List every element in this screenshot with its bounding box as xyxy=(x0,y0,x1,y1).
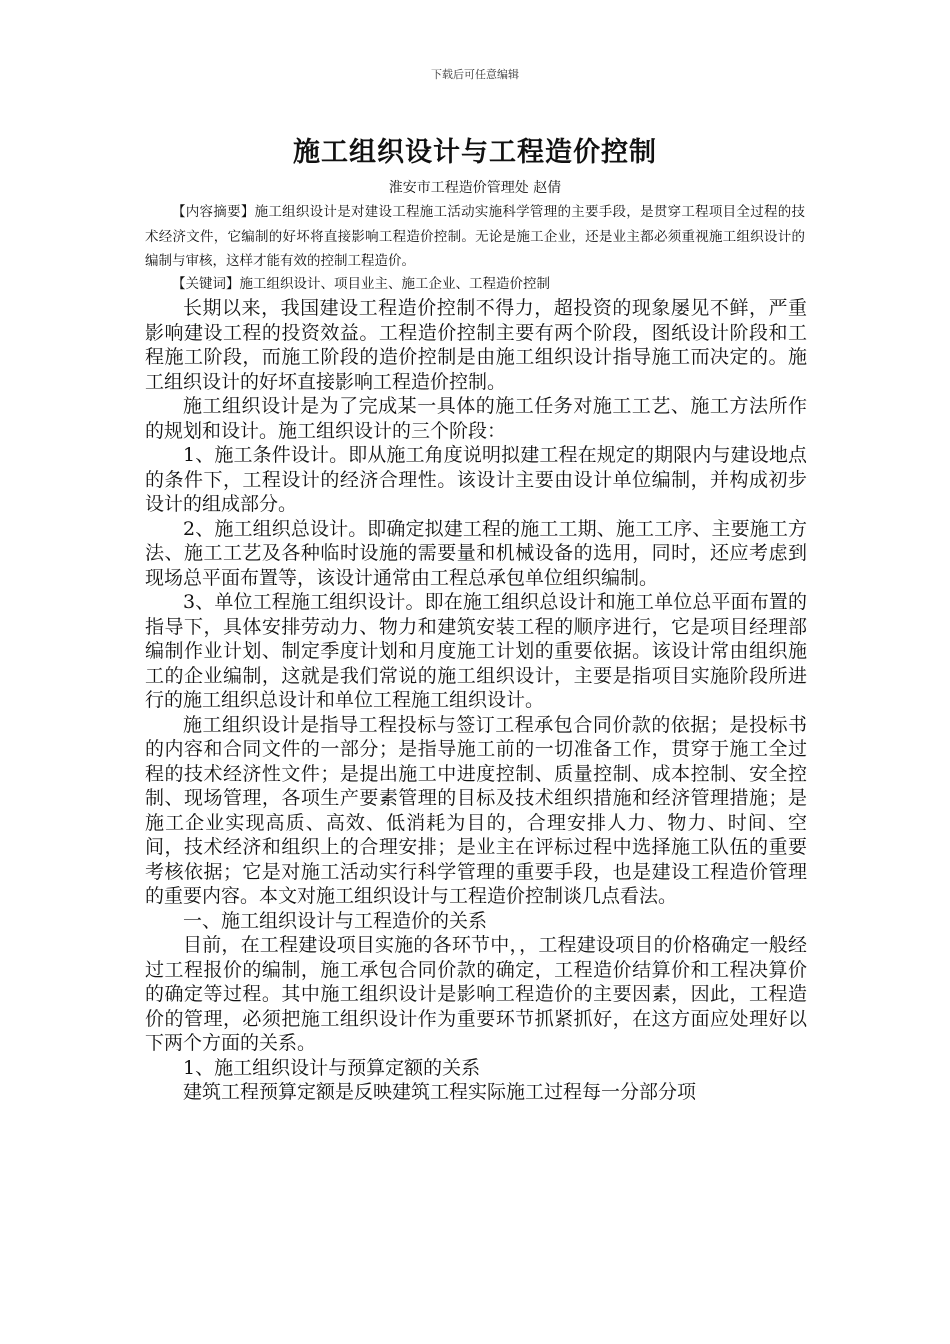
paragraph-stage-1: 1、施工条件设计。即从施工角度说明拟建工程在规定的期限内与建设地点的条件下，工程设计的经济合理性。该设计主要由设计单位编制，并构成初步设计的组成部分。 xyxy=(145,444,807,515)
subsection-heading-1: 1、施工组织设计与预算定额的关系 xyxy=(183,1056,481,1079)
paragraph-section-1: 目前，在工程建设项目实施的各环节中，，工程建设项目的价格确定一般经过工程报价的编制，施工承包合同价款的确定，工程造价结算价和工程决算价的确定等过程。其中施工组织设计是影响工程造价的主要因素，因此，工程造价的管理，必须把施工组织设计作为重要环节抓紧抓好，在这方面应处理好以下两个方面的关系。 xyxy=(145,934,807,1054)
paragraph-stage-2: 2、施工组织总设计。即确定拟建工程的施工工期、施工工序、主要施工方法、施工工艺及各种临时设施的需要量和机械设备的选用，同时，还应考虑到现场总平面布置等，该设计通常由工程总承包单位组织编制。 xyxy=(145,517,807,589)
paragraph-stage-3: 3、单位工程施工组织设计。即在施工组织总设计和施工单位总平面布置的指导下，具体安排劳动力、物力和建筑安装工程的顺序进行，它是项目经理部编制作业计划、制定季度计划和月度施工计划的重要依据。该设计常由组织施工的企业编制，这就是我们常说的施工组织设计，主要是指项目实施阶段所进行的施工组织总设计和单位工程施工组织设计。 xyxy=(145,591,807,711)
abstract: 【内容摘要】施工组织设计是对建设工程施工活动实施科学管理的主要手段，是贯穿工程项目全过程的技术经济文件，它编制的好坏将直接影响工程造价控制。无论是施工企业，还是业主都必须重视施工组织设计的编制与审核，这样才能有效的控制工程造价。 xyxy=(145,204,805,269)
document-title: 施工组织设计与工程造价控制 xyxy=(293,137,657,168)
header-note: 下载后可任意编辑 xyxy=(431,68,519,81)
keywords: 【关键词】施工组织设计、项目业主、施工企业、工程造价控制 xyxy=(172,276,550,292)
paragraph-definition: 施工组织设计是为了完成某一具体的施工任务对施工工艺、施工方法所作的规划和设计。施工组织设计的三个阶段： xyxy=(145,395,807,442)
paragraph-intro: 长期以来，我国建设工程造价控制不得力，超投资的现象屡见不鲜，严重影响建设工程的投资效益。工程造价控制主要有两个阶段，图纸设计阶段和工程施工阶段，而施工阶段的造价控制是由施工组织设计指导施工而决定的。施工组织设计的好坏直接影响工程造价控制。 xyxy=(145,297,807,393)
author-line: 淮安市工程造价管理处 赵倩 xyxy=(388,180,562,196)
body-text xyxy=(145,296,807,1105)
paragraph-role: 施工组织设计是指导工程投标与签订工程承包合同价款的依据；是投标书的内容和合同文件的一部分；是指导施工前的一切准备工作，贯穿于施工全过程的技术经济性文件；是提出施工中进度控制、质量控制、成本控制、安全控制、现场管理，各项生产要素管理的目标及技术组织措施和经济管理措施；是施工企业实现高质、高效、低消耗为目的，合理安排人力、物力、时间、空间，技术经济和组织上的合理安排；是业主在评标过程中选择施工队伍的重要考核依据；它是对施工活动实行科学管理的重要手段，也是建设工程造价管理的重要内容。本文对施工组织设计与工程造价控制谈几点看法。 xyxy=(145,713,807,907)
section-heading-1: 一、施工组织设计与工程造价的关系 xyxy=(183,909,488,932)
paragraph-subsection-1: 建筑工程预算定额是反映建筑工程实际施工过程每一分部分项 xyxy=(183,1081,697,1103)
